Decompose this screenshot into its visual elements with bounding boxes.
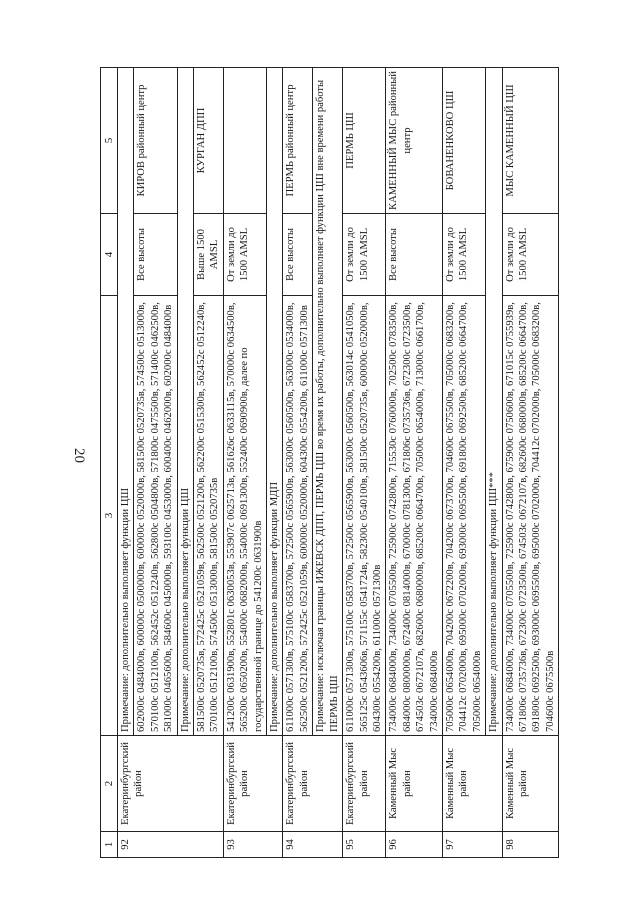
header-row (101, 68, 118, 858)
table-row (442, 68, 485, 858)
coords-cell: 581500с 0520735в, 572425с 0521059в, 562500с 0521200в, 562200с 0515300в, 562452с 0512240в, 570100с 0512100в, 574500с 0513000в, 581500с 0520735в (194, 296, 224, 736)
unit-cell: ПЕРМЬ ЦШ (343, 68, 386, 214)
height-cell: От земли до 1500 AMSL (502, 214, 559, 296)
note-cell: Примечание: исключая границы ИЖЕВСК ДПП, ПЕРМЬ ЦШ во время их работы, дополнительно выполняет функции ЦШ вне времени работы ПЕРМЬ ЦШ (313, 68, 343, 736)
unit-cell: КУРГАН ДПП (194, 68, 224, 214)
page-number: 20 (71, 448, 87, 463)
col-header-3: 3 (101, 296, 118, 736)
col-header-2: 2 (101, 736, 118, 832)
region-cell: Екатеринбургский район (118, 736, 224, 832)
unit-cell: КИРОВ районный центр (134, 68, 177, 214)
region-cell: Каменный Мыс район (502, 736, 559, 832)
note-cell: Примечание: дополнительно выполняет функции МДП (267, 68, 283, 736)
unit-cell: МЫС КАМЕННЫЙ ЦШ (502, 68, 559, 214)
col-header-1: 1 (101, 832, 118, 858)
height-cell: Все высоты (134, 214, 177, 296)
table-row (223, 68, 266, 858)
note-cell: Примечание: дополнительно выполняет функции ЦШ*** (486, 68, 502, 736)
unit-cell: ПЕРМЬ районный центр (283, 68, 313, 214)
rotated-table-wrapper (100, 68, 556, 858)
height-cell: От земли до 1500 AMSL (343, 214, 386, 296)
note-cell: Примечание: дополнительно выполняет функции ЦШ (177, 68, 193, 736)
row-number: 93 (223, 832, 283, 858)
height-cell: От земли до 1500 AMSL (442, 214, 485, 296)
row-number: 97 (442, 832, 502, 858)
airspace-table (100, 67, 559, 858)
row-number: 96 (386, 832, 443, 858)
table-row (386, 68, 443, 858)
row-number: 92 (118, 832, 224, 858)
row-number: 94 (283, 832, 343, 858)
col-header-5: 5 (101, 68, 118, 214)
region-cell: Каменный Мыс район (442, 736, 502, 832)
table-row (502, 68, 559, 858)
height-cell: Все высоты (283, 214, 313, 296)
unit-cell: БОВАНЕНКОВО ЦШ (442, 68, 485, 214)
coords-cell: 602000с 0484000в, 600000с 0500000в, 600000с 0520000в, 581500с 0520735в, 574500с 0513000в, 570100с 0512100в, 562452с 0512240в, 562800с 0504800в, 571800с 0475500в, 571400с 0462500в, 581000с 0465600в, 584600с 0450000в, 593100с 0453000в, 600400с 0462000в, 602000с 0484000в (134, 296, 177, 736)
coords-cell: 541200с 0631900в, 552801с 0630053в, 553907с 0625713в, 561626с 0633115в, 570000с 0634500в, 565200с 0650200в, 554000с 0682000в, 554000с 0691300в, 552400с 0690900в, далее по государственной границе до 541200с 0631900в (223, 296, 266, 736)
region-cell: Екатеринбургский район (283, 736, 343, 832)
table-row (343, 68, 386, 858)
table-row (283, 68, 313, 858)
coords-cell: 734000с 0684000в, 734000с 0705500в, 725900с 0742800в, 675900с 0750600в, 671015с 0755939в, 671806с 0735736в, 672300с 0723500в, 674503с 0672107в, 682600с 0680000в, 685200с 0664700в, 691800с 0692500в, 693000с 0695500в, 695000с 0702000в, 704412с 0702000в, 705000с 0683200в, 704600с 0675500в (502, 296, 559, 736)
region-cell: Екатеринбургский район (343, 736, 386, 832)
height-cell: Все высоты (386, 214, 443, 296)
region-cell: Каменный Мыс район (386, 736, 443, 832)
unit-cell (223, 68, 266, 214)
unit-cell: КАМЕННЫЙ МЫС районный центр (386, 68, 443, 214)
region-cell: Екатеринбургский район (223, 736, 283, 832)
height-cell: Выше 1500 AMSL (194, 214, 224, 296)
height-cell: От земли до 1500 AMSL (223, 214, 266, 296)
coords-cell: 734000с 0684000в, 734000с 0705500в, 725900с 0742800в, 715530с 0760000в, 702500с 0783500в, 684000с 0800000в, 672400с 0814000в, 670000с 0781300в, 671806с 0735736в, 672300с 0723500в, 674503с 0672107в, 682600с 0680000в, 685200с 0664700в, 705000с 0654000в, 713000с 0661700в, 734000с 0684000в (386, 296, 443, 736)
note-cell: Примечание: дополнительно выполняет функции ЦШ (118, 68, 134, 736)
coords-cell: 705000с 0654000в, 704200с 0672200в, 704200с 0673700в, 704600с 0675500в, 705000с 0683200в, 704412с 0702000в, 695000с 0702000в, 693000с 0695500в, 691800с 0692500в, 685200с 0664700в, 705000с 0654000в (442, 296, 485, 736)
row-number: 95 (343, 832, 386, 858)
row-number: 98 (502, 832, 559, 858)
coords-cell: 611000с 0571300в, 575100с 0583700в, 572500с 0565900в, 563000с 0560500в, 563000с 0534000в, 562500с 0521200в, 572425с 0521059в, 600000с 0520000в, 604300с 0554200в, 611000с 0571300в (283, 296, 313, 736)
col-header-4: 4 (101, 214, 118, 296)
coords-cell: 611000с 0571300в, 575100с 0583700в, 572500с 0565900в, 563000с 0560500в, 563014с 0541050в, 565125с 0543606в, 571155с 0541724в, 582300с 0540100в, 581500с 0520735в, 600000с 0520000в, 604300с 0554200в, 611000с 0571300в (343, 296, 386, 736)
table-row (118, 68, 134, 858)
